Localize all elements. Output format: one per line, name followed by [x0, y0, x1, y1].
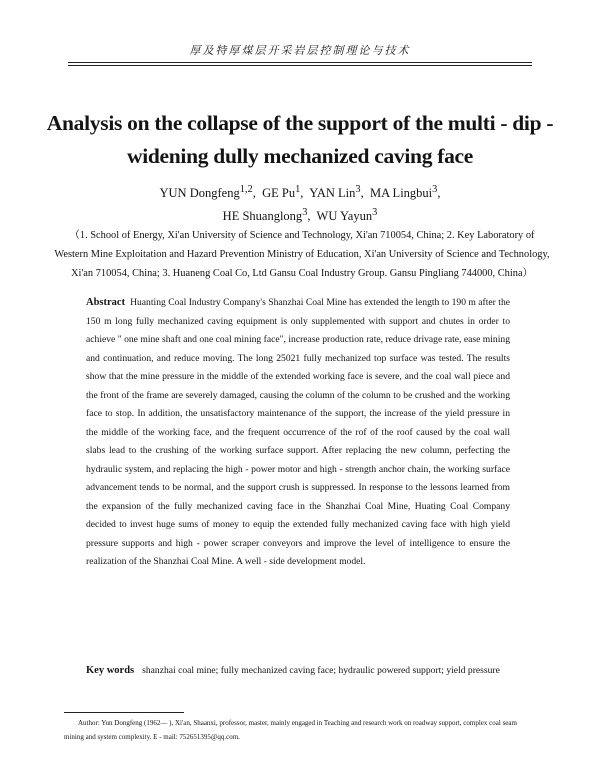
- author-1: YUN Dongfeng$^{1,2}$: [159, 184, 253, 201]
- author-5: HE Shuanglong$^3$: [222, 207, 308, 224]
- footnote-rule: [64, 712, 184, 713]
- keywords-label: Key words: [86, 665, 135, 676]
- keywords-text: shanzhai coal mine; fully mechanized caving face; hydraulic powered support; yield pressure: [142, 665, 500, 676]
- author-4: MA Lingbui$^3$: [369, 184, 438, 201]
- author-6: WU Yayun$^3$: [316, 207, 378, 224]
- author-3: YAN Lin$^3$: [309, 184, 361, 201]
- abstract-text: Huanting Coal Industry Company's Shanzhai Coal Mine has extended the length to 190 m after the 150 m long fully mechanized caving equipment is only supplemented with support and chutes in order to achieve " one mine shaft and one coal mining face", increase production rate, reduce drivage rate, ease mining and continuation, and reduce moving. The long 25021 fully mechanized top surface was tested. The results show that the mine pressure in the middle of the extended working face is severe, and the coal wall piece and the front of the frame are severely damaged, causing the column of the column to be crushed and the working face to stop. In addition, the unsatisfactory maintenance of the support, the increase of the yield pressure in the middle of the working face, and the frequent occurrence of the rof of the roof caused by the coal wall slabs lead to the crushing of the working surface support. After replacing the new column, perfecting the hydraulic system, and replacing the high - power motor and high - strength anchor chain, the working surface advancement tends to be normal, and the support crush is suppressed. In response to the lessons learned from the expansion of the fully mechanized caving face in the Shanzhai Coal Mine, Huating Coal Company decided to invest huge sums of money to equip the extended fully mechanized caving face with high yield pressure supports and high - power scraper conveyors and improve the level of intelligence to ensure the realization of the Shanzhai Coal Mine. A well - side development model.: [86, 297, 510, 567]
- header-rule: [68, 62, 532, 66]
- author-list: YUN Dongfeng$^{1,2}$, GE Pu$^1$, YAN Lin$^3$, MA Lingbui$^3$, HE Shuanglong$^3$, WU Yayun$^3$: [159, 184, 441, 224]
- abstract: [86, 294, 510, 572]
- paper-title: Analysis on the collapse of the support of the multi - dip - widening dully mechanized caving face: [46, 111, 554, 168]
- abstract-label: Abstract: [86, 297, 126, 308]
- running-header: 厚及特厚煤层开采岩层控制理论与技术: [189, 45, 411, 57]
- keywords: [86, 662, 510, 680]
- author-2: GE Pu$^1$: [262, 184, 301, 201]
- affiliations: （1. School of Energy, Xi'an University of Science and Technology, Xi'an 710054, China; 2. Key Laboratory of Western Mine Exploitation and Hazard Prevention Ministry of Education, Xi'an University of Science and Technology, Xi'an 710054, China; 3. Huaneng Coal Co, Ltd Gansu Coal Industry Group. Gansu Pingliang 744000, China）: [54, 230, 550, 279]
- author-footnote: Author: Yun Dongfeng (1962— ), Xi'an, Shaanxi, professor, master, mainly engaged in Teaching and research work on roadway support, complex coal seam mining and system complexity. E - mail: 752651395@qq.com.: [64, 719, 517, 741]
